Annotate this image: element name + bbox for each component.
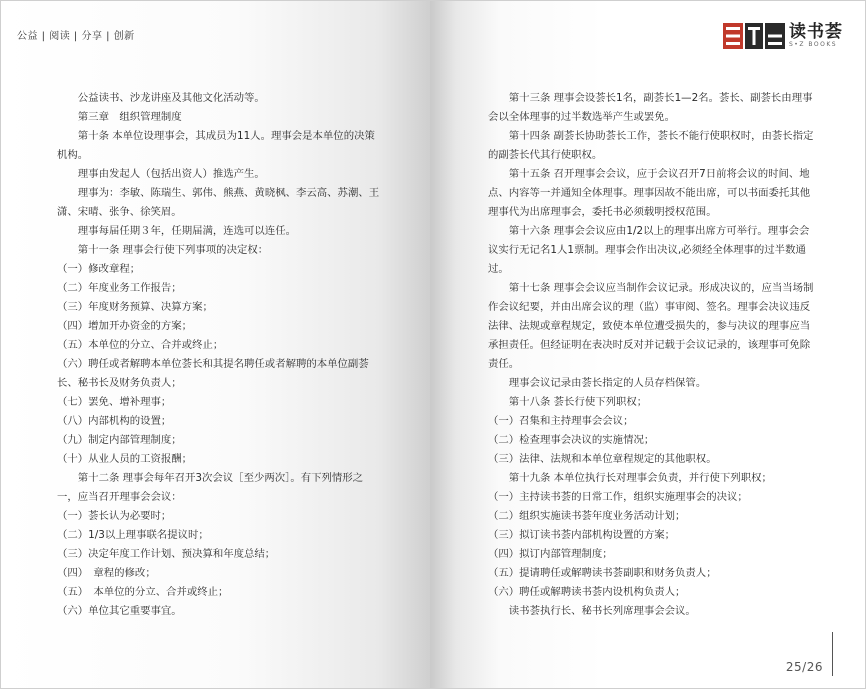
list-item: （八）内部机构的设置； bbox=[57, 415, 172, 427]
list-item: （五）本单位的分立、合并或终止； bbox=[57, 339, 224, 351]
text-paragraph: 第十条 本单位设理事会，其成员为11人。理事会是本单位的决策机构。 bbox=[57, 130, 375, 161]
right-page bbox=[430, 0, 866, 689]
list-item: （四）增加开办资金的方案； bbox=[57, 320, 193, 332]
text-paragraph: 第十四条 副荟长协助荟长工作，荟长不能行使职权时，由荟长指定的副荟长代其行使职权。 bbox=[488, 130, 814, 161]
list-item: （二）检查理事会决议的实施情况； bbox=[488, 434, 655, 446]
list-item: （三）决定年度工作计划、预决算和年度总结； bbox=[57, 548, 276, 560]
left-page-text bbox=[57, 89, 383, 621]
list-item: （一）修改章程； bbox=[57, 263, 141, 275]
list-item: （一）召集和主持理事会会议； bbox=[488, 415, 634, 427]
list-item: （四） 章程的修改； bbox=[57, 567, 156, 579]
logo-mark-icon bbox=[723, 23, 785, 49]
logo-subtitle: S•Z BOOKS bbox=[789, 41, 838, 48]
text-paragraph: 第十一条 理事会行使下列事项的决定权： bbox=[77, 244, 269, 256]
text-paragraph: 第十三条 理事会设荟长1名，副荟长1—2名。荟长、副荟长由理事会以全体理事的过半数选举产生或罢免。 bbox=[488, 92, 813, 123]
list-item: （三）拟订读书荟内部机构设置的方案； bbox=[488, 529, 676, 541]
list-item: （二）1/3以上理事联名提议时； bbox=[57, 529, 209, 541]
text-paragraph: 第十二条 理事会每年召开3次会议［至少两次］。有下列情形之一，应当召开理事会会议： bbox=[57, 472, 364, 503]
text-paragraph: 理事每届任期３年，任期届满，连选可以连任。 bbox=[77, 225, 296, 237]
logo-title: 读书荟 bbox=[789, 22, 843, 42]
text-paragraph: 公益读书、沙龙讲座及其他文化活动等。 bbox=[77, 92, 265, 104]
text-paragraph: 第十八条 荟长行使下列职权； bbox=[508, 396, 648, 408]
list-item: （十）从业人员的工资报酬； bbox=[57, 453, 193, 465]
text-paragraph: 理事会议记录由荟长指定的人员存档保管。 bbox=[508, 377, 707, 389]
list-item: （一）主持读书荟的日常工作，组织实施理事会的决议； bbox=[488, 491, 748, 503]
right-page-text bbox=[488, 89, 818, 621]
list-item: （七）罢免、增补理事； bbox=[57, 396, 172, 408]
text-paragraph: 第十七条 理事会会议应当制作会议记录。形成决议的，应当当场制作会议纪要，并由出席会议的理（监）事审阅、签名。理事会决议违反法律、法规或章程规定，致使本单位遭受损失的，参与决议的理事应当承担责任。但经证明在表决时反对并记载于会议记录的，该理事可免除责任。 bbox=[488, 282, 814, 370]
text-paragraph: 理事为：李敏、陈瑞生、郭伟、熊燕、黄晓枫、李云高、苏潮、王潇、宋晴、张争、徐笑眉。 bbox=[57, 187, 380, 218]
list-item: （二）组织实施读书荟年度业务活动计划； bbox=[488, 510, 686, 522]
list-item: （二）年度业务工作报告； bbox=[57, 282, 182, 294]
list-item: （五）提请聘任或解聘读书荟副职和财务负责人； bbox=[488, 567, 717, 579]
text-paragraph: 第十九条 本单位执行长对理事会负责，并行使下列职权； bbox=[508, 472, 772, 484]
list-item: （六）单位其它重要事宜。 bbox=[57, 605, 182, 617]
list-item: （六）聘任或者解聘本单位荟长和其提名聘任或者解聘的本单位副荟长、秘书长及财务负责人； bbox=[57, 358, 369, 389]
page-number-rule bbox=[832, 632, 833, 676]
list-item: （九）制定内部管理制度； bbox=[57, 434, 182, 446]
text-paragraph: 第十六条 理事会会议应由1/2以上的理事出席方可举行。理事会会议实行无记名1人1票制。理事会作出决议,必须经全体理事的过半数通过。 bbox=[488, 225, 810, 275]
left-page bbox=[0, 0, 430, 689]
text-paragraph: 理事由发起人（包括出资人）推选产生。 bbox=[77, 168, 265, 180]
page-header-slogan: 公益 | 阅读 | 分享 | 创新 bbox=[17, 31, 135, 42]
list-item: （一）荟长认为必要时； bbox=[57, 510, 172, 522]
brand-logo bbox=[723, 23, 843, 49]
text-paragraph: 读书荟执行长、秘书长列席理事会会议。 bbox=[508, 605, 696, 617]
page-number: 25/26 bbox=[785, 660, 823, 674]
text-paragraph: 第三章 组织管理制度 bbox=[77, 111, 182, 123]
list-item: （四）拟订内部管理制度； bbox=[488, 548, 613, 560]
text-paragraph: 第十五条 召开理事会会议，应于会议召开7日前将会议的时间、地点、内容等一并通知全体理事。理事因故不能出席，可以书面委托其他理事代为出席理事会，委托书必须载明授权范围。 bbox=[488, 168, 811, 218]
list-item: （五） 本单位的分立、合并或终止； bbox=[57, 586, 229, 598]
list-item: （三）年度财务预算、决算方案； bbox=[57, 301, 213, 313]
list-item: （三）法律、法规和本单位章程规定的其他职权。 bbox=[488, 453, 717, 465]
list-item: （六）聘任或解聘读书荟内设机构负责人； bbox=[488, 586, 686, 598]
